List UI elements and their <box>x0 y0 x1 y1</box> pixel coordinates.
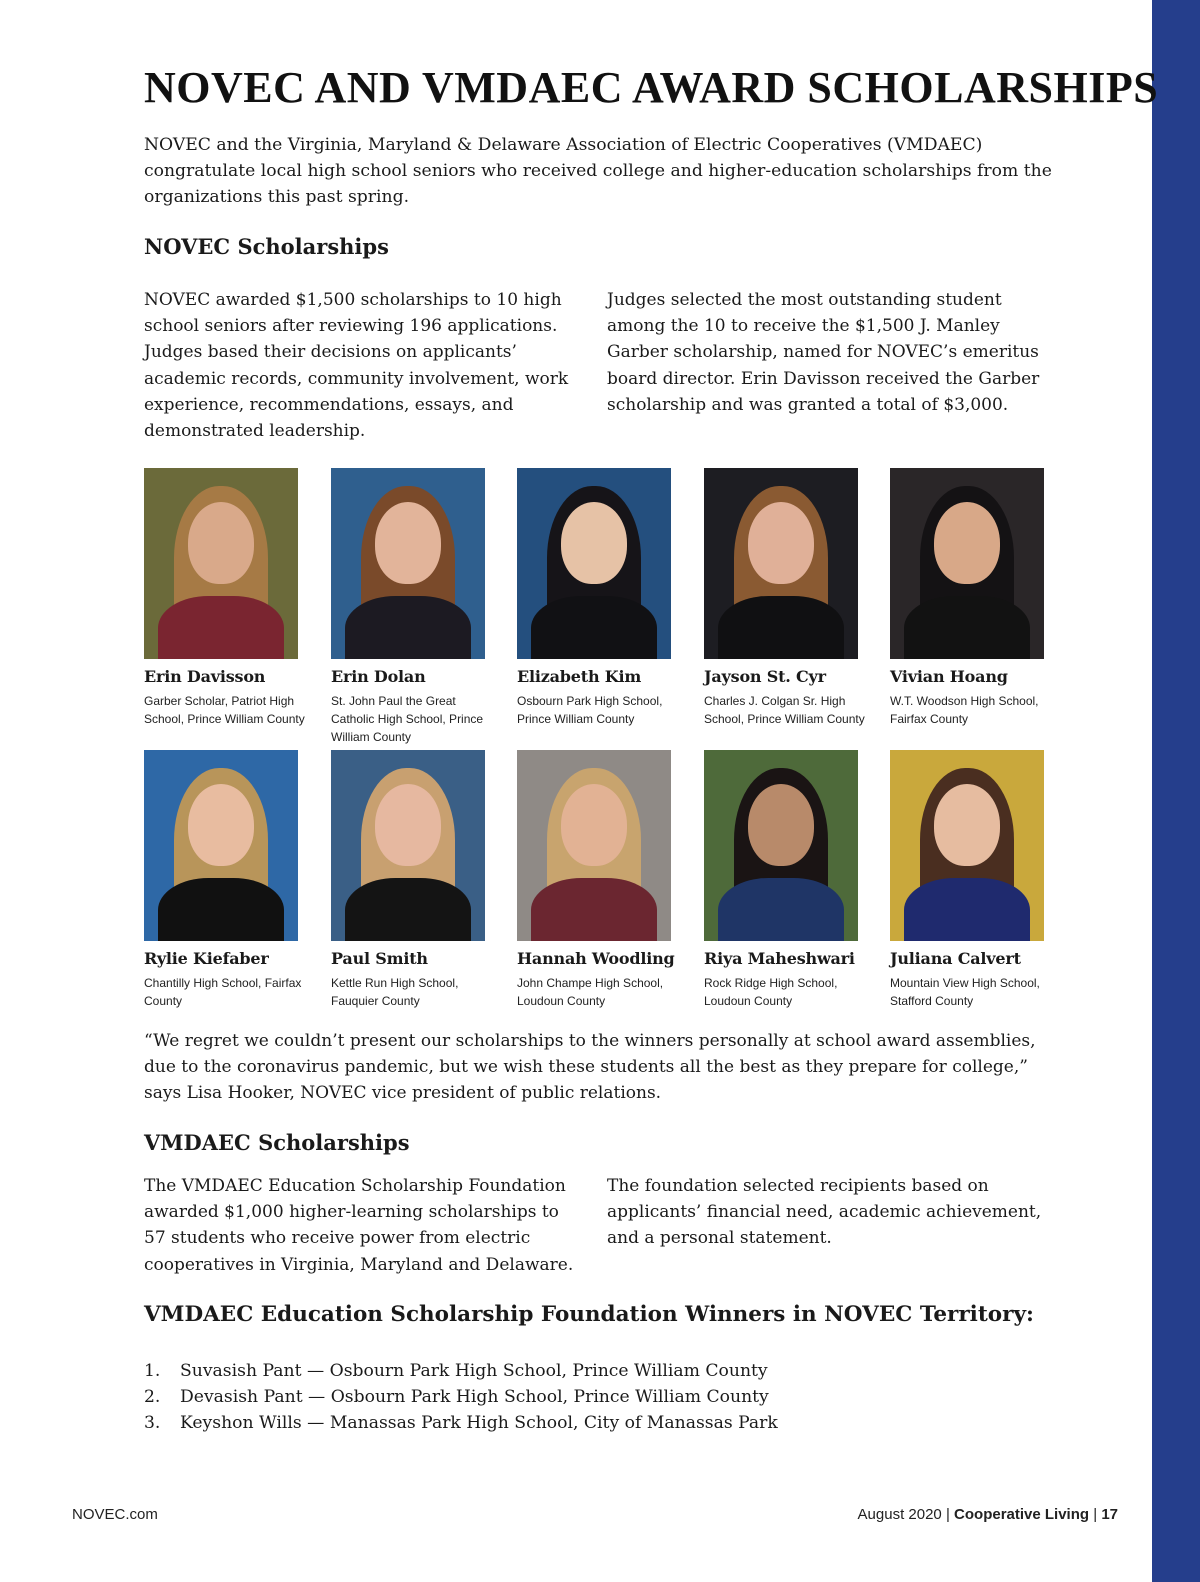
student-card <box>890 468 1060 728</box>
student-photo <box>704 750 858 941</box>
photo-face <box>561 502 627 584</box>
student-photo <box>144 750 298 941</box>
novec-col2-paragraph: Judges selected the most outstanding student among the 10 to receive the $1,500 J. Manley Garber scholarship, named for NOVEC’s emeritus board director. Erin Davisson received the Garber scholarship and was granted a total of $3,000. <box>607 290 1040 415</box>
student-school: Chantilly High School, Fairfax County <box>144 976 302 1008</box>
winner-text: Keyshon Wills — Manassas Park High School, City of Manassas Park <box>180 1413 778 1433</box>
student-school: Kettle Run High School, Fauquier County <box>331 976 459 1008</box>
student-name: Riya Maheshwari <box>704 949 855 968</box>
vmdaec-winners-heading: VMDAEC Education Scholarship Foundation Winners in NOVEC Territory: <box>144 1302 1034 1327</box>
student-card <box>704 750 874 1010</box>
footer-issue <box>858 1506 1118 1523</box>
student-name: Paul Smith <box>331 949 428 968</box>
photo-face <box>748 502 814 584</box>
footer-date: August 2020 <box>857 1506 942 1523</box>
student-name: Juliana Calvert <box>890 949 1021 968</box>
photo-face <box>934 784 1000 866</box>
student-name: Elizabeth Kim <box>517 667 642 686</box>
footer-site: NOVEC.com <box>72 1506 158 1523</box>
student-photo <box>331 750 485 941</box>
vmdaec-scholarships-heading: VMDAEC Scholarships <box>144 1130 410 1155</box>
student-card <box>517 468 687 728</box>
student-name: Erin Davisson <box>144 667 266 686</box>
photo-body <box>904 596 1030 659</box>
student-card <box>517 750 687 1010</box>
student-name: Hannah Woodling <box>517 949 675 968</box>
photo-body <box>345 596 471 659</box>
vmdaec-col1-paragraph: The VMDAEC Education Scholarship Foundation awarded $1,000 higher-learning scholarships to 57 students who receive power from electric cooperatives in Virginia, Maryland and Delaware. <box>144 1176 574 1275</box>
student-photo <box>144 468 298 659</box>
novec-col1-paragraph: NOVEC awarded $1,500 scholarships to 10 high school seniors after reviewing 196 applications. Judges based their decisions on applicants’ academic records, community involvement, work experience, recommendations, essays, and demonstrated leadership. <box>144 290 569 442</box>
list-item <box>144 1410 778 1436</box>
student-school: Garber Scholar, Patriot High School, Prince William County <box>144 694 305 726</box>
student-school: Charles J. Colgan Sr. High School, Prince William County <box>704 694 865 726</box>
student-photo <box>331 468 485 659</box>
photo-face <box>375 784 441 866</box>
footer-separator: | <box>945 1506 950 1523</box>
footer-magazine: Cooperative Living <box>954 1506 1090 1523</box>
student-photo <box>517 750 671 941</box>
student-school: Mountain View High School, Stafford County <box>890 976 1040 1008</box>
student-photo <box>517 468 671 659</box>
list-number: 3. <box>144 1413 161 1433</box>
student-card <box>890 750 1060 1010</box>
student-name: Vivian Hoang <box>890 667 1008 686</box>
student-card <box>144 468 314 728</box>
blue-side-bar <box>1152 0 1200 1582</box>
student-school: St. John Paul the Great Catholic High School, Prince William County <box>331 694 484 744</box>
student-card <box>704 468 874 728</box>
novec-scholarships-heading: NOVEC Scholarships <box>144 234 389 259</box>
student-card <box>331 468 501 746</box>
list-item <box>144 1384 778 1410</box>
photo-body <box>158 596 284 659</box>
photo-body <box>158 878 284 941</box>
footer-separator: | <box>1093 1506 1098 1523</box>
photo-face <box>375 502 441 584</box>
photo-face <box>748 784 814 866</box>
photo-body <box>531 596 657 659</box>
photo-body <box>718 878 844 941</box>
student-name: Jayson St. Cyr <box>704 667 826 686</box>
photo-body <box>904 878 1030 941</box>
photo-face <box>934 502 1000 584</box>
student-school: John Champe High School, Loudoun County <box>517 976 664 1008</box>
list-number: 2. <box>144 1387 161 1407</box>
student-photo <box>890 468 1044 659</box>
list-item <box>144 1358 778 1384</box>
student-card <box>331 750 501 1010</box>
winner-text: Devasish Pant — Osbourn Park High School, Prince William County <box>180 1387 769 1407</box>
student-grid <box>144 468 1046 1018</box>
student-school: W.T. Woodson High School, Fairfax County <box>890 694 1039 726</box>
photo-face <box>188 502 254 584</box>
list-number: 1. <box>144 1361 161 1381</box>
photo-body <box>345 878 471 941</box>
student-card <box>144 750 314 1010</box>
student-photo <box>704 468 858 659</box>
student-photo <box>890 750 1044 941</box>
footer-page-number: 17 <box>1101 1506 1118 1523</box>
photo-body <box>531 878 657 941</box>
winner-text: Suvasish Pant — Osbourn Park High School, Prince William County <box>180 1361 768 1381</box>
photo-body <box>718 596 844 659</box>
photo-face <box>188 784 254 866</box>
hooker-quote: “We regret we couldn’t present our scholarships to the winners personally at school award assemblies, due to the coronavirus pandemic, but we wish these students all the best as they prepare for college,” says Lisa Hooker, NOVEC vice president of public relations. <box>144 1031 1036 1103</box>
photo-face <box>561 784 627 866</box>
vmdaec-col2-paragraph: The foundation selected recipients based on applicants’ financial need, academic achievement, and a personal statement. <box>607 1176 1042 1249</box>
student-name: Rylie Kiefaber <box>144 949 269 968</box>
page-title: NOVEC AND VMDAEC AWARD SCHOLARSHIPS <box>144 63 1159 112</box>
student-school: Osbourn Park High School, Prince William County <box>517 694 663 726</box>
student-name: Erin Dolan <box>331 667 426 686</box>
student-school: Rock Ridge High School, Loudoun County <box>704 976 838 1008</box>
intro-paragraph: NOVEC and the Virginia, Maryland & Delaware Association of Electric Cooperatives (VMDAEC) congratulate local high school seniors who received college and higher-education scholarships from the organizations this past spring. <box>144 135 1052 207</box>
vmdaec-winners-list <box>144 1358 778 1436</box>
